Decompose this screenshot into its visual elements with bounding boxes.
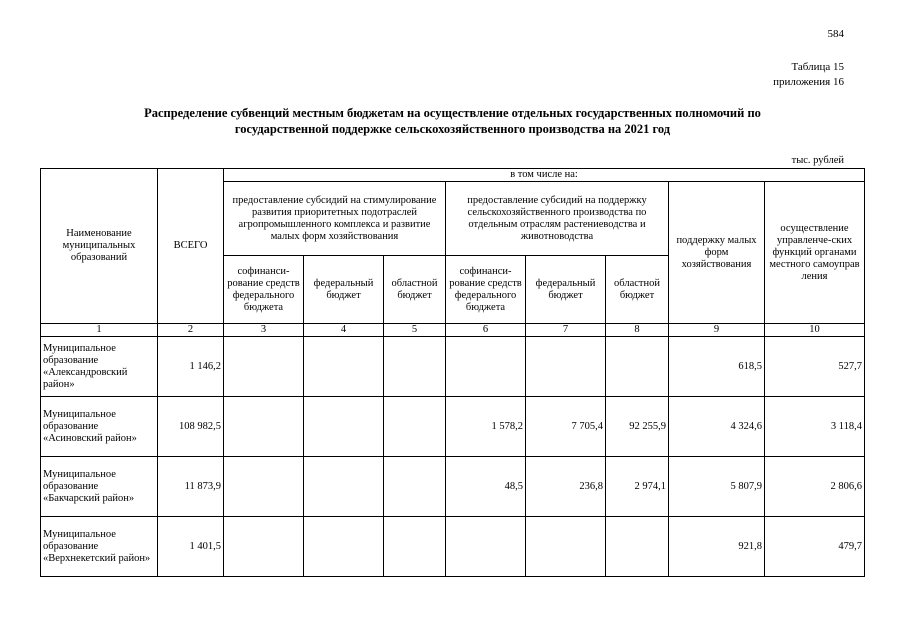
federal-2-value [526, 337, 606, 397]
table-body [41, 337, 865, 577]
column-number: 9 [669, 324, 765, 337]
header-federal-1: федеральный бюджет [304, 256, 384, 324]
header-col10: осуществление управленче-ских функций органами местного самоуправ ления [765, 182, 865, 324]
header-total: ВСЕГО [158, 169, 224, 324]
cofin-2-value [446, 337, 526, 397]
column-number: 8 [606, 324, 669, 337]
header-group-stimulation: предоставление субсидий на стимулирование развития приоритетных подотраслей агропромышленного комплекса и развитие малых форм хозяйствования [224, 182, 446, 256]
table-row [41, 337, 865, 397]
regional-1-value [384, 517, 446, 577]
total-value: 108 982,5 [158, 397, 224, 457]
column-number: 2 [158, 324, 224, 337]
municipality-name: Муниципальное образование «Асиновский район» [41, 397, 158, 457]
cofin-1-value [224, 337, 304, 397]
header-name: Наименование муниципальных образований [41, 169, 158, 324]
cofin-2-value: 48,5 [446, 457, 526, 517]
federal-2-value: 236,8 [526, 457, 606, 517]
table-ref-line1: Таблица 15 [791, 61, 844, 73]
column-number-row [41, 324, 865, 337]
table-row [41, 517, 865, 577]
small-forms-value: 618,5 [669, 337, 765, 397]
column-number: 3 [224, 324, 304, 337]
page-number: 584 [827, 28, 844, 40]
subvention-table [40, 168, 865, 577]
column-number: 6 [446, 324, 526, 337]
municipality-name: Муниципальное образование «Верхнекетский район» [41, 517, 158, 577]
cofin-2-value: 1 578,2 [446, 397, 526, 457]
cofin-1-value [224, 397, 304, 457]
table-ref-line2: приложения 16 [773, 76, 844, 88]
column-number: 10 [765, 324, 865, 337]
table-reference [773, 60, 844, 90]
federal-1-value [304, 517, 384, 577]
table-row [41, 397, 865, 457]
regional-1-value [384, 397, 446, 457]
total-value: 1 146,2 [158, 337, 224, 397]
column-number: 1 [41, 324, 158, 337]
admin-functions-value: 2 806,6 [765, 457, 865, 517]
column-number: 7 [526, 324, 606, 337]
total-value: 1 401,5 [158, 517, 224, 577]
municipality-name: Муниципальное образование «Бакчарский район» [41, 457, 158, 517]
total-value: 11 873,9 [158, 457, 224, 517]
federal-1-value [304, 457, 384, 517]
regional-2-value: 2 974,1 [606, 457, 669, 517]
admin-functions-value: 527,7 [765, 337, 865, 397]
title-line2: государственной поддержке сельскохозяйственного производства на 2021 год [234, 122, 671, 136]
regional-2-value: 92 255,9 [606, 397, 669, 457]
municipality-name: Муниципальное образование «Александровский район» [41, 337, 158, 397]
header-cofin-1: софинанси-рование средств федерального бюджета [224, 256, 304, 324]
small-forms-value: 921,8 [669, 517, 765, 577]
admin-functions-value: 3 118,4 [765, 397, 865, 457]
header-col9: поддержку малых форм хозяйствования [669, 182, 765, 324]
title-line1: Распределение субвенций местным бюджетам на осуществление отдельных государственных полномочий по [144, 106, 761, 120]
federal-2-value: 7 705,4 [526, 397, 606, 457]
federal-1-value [304, 337, 384, 397]
federal-1-value [304, 397, 384, 457]
federal-2-value [526, 517, 606, 577]
cofin-1-value [224, 457, 304, 517]
header-federal-2: федеральный бюджет [526, 256, 606, 324]
header-group-crop-livestock: предоставление субсидий на поддержку сельскохозяйственного производства по отдельным отраслям растениеводства и животноводства [446, 182, 669, 256]
regional-2-value [606, 517, 669, 577]
header-regional-1: областной бюджет [384, 256, 446, 324]
table-row [41, 457, 865, 517]
regional-1-value [384, 457, 446, 517]
document-title [40, 105, 865, 137]
regional-1-value [384, 337, 446, 397]
column-number: 5 [384, 324, 446, 337]
header-regional-2: областной бюджет [606, 256, 669, 324]
header-including: в том числе на: [224, 169, 865, 182]
column-number: 4 [304, 324, 384, 337]
small-forms-value: 5 807,9 [669, 457, 765, 517]
header-cofin-2: софинанси-рование средств федерального бюджета [446, 256, 526, 324]
admin-functions-value: 479,7 [765, 517, 865, 577]
small-forms-value: 4 324,6 [669, 397, 765, 457]
regional-2-value [606, 337, 669, 397]
cofin-1-value [224, 517, 304, 577]
units-label: тыс. рублей [791, 155, 844, 166]
cofin-2-value [446, 517, 526, 577]
